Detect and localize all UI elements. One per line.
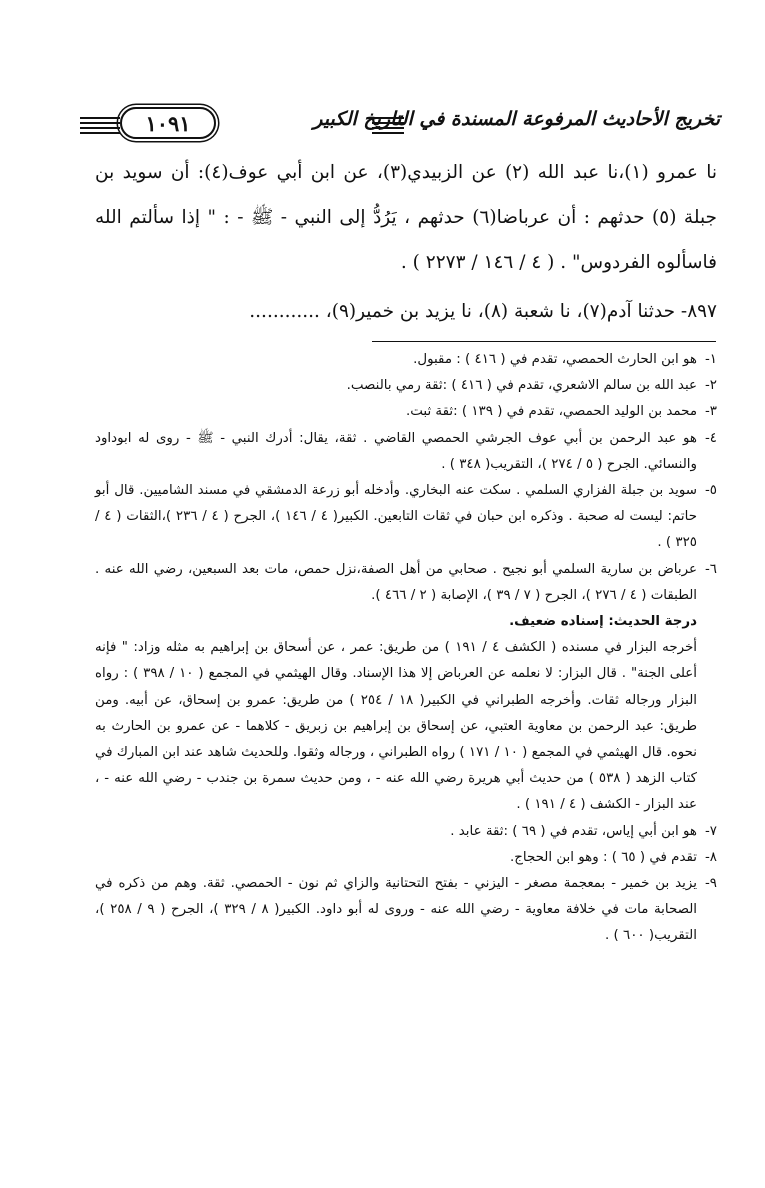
main-text — [95, 150, 717, 334]
footnote-number: ٥- — [704, 483, 717, 499]
footnote-separator — [372, 341, 716, 342]
footnote — [95, 347, 717, 373]
footnote — [95, 871, 717, 950]
footnotes — [95, 347, 717, 950]
footnote — [95, 373, 717, 399]
footnote-number: ١- — [704, 352, 717, 367]
hadith-text: نا عمرو (١)،نا عبد الله (٢) عن الزبيدي(٣)، عن ابن أبي عوف(٤): أن سويد بن جبلة (٥) حدثهم : أن عرباضا(٦) حدثهم ، يَرُدُّ إلى النبي - ﷺ - : " إذا سألتم الله فاسألوه الفردوس" . ( ٤ / ١٤٦ / ٢٢٧٣ ) . — [95, 162, 718, 273]
footnote-text: هو ابن الحارث الحمصي، تقدم في ( ٤١٦ ) : مقبول. — [413, 352, 697, 367]
hadith-grade: درجة الحديث: إسناده ضعيف. — [509, 614, 697, 630]
footnote — [95, 845, 717, 871]
footnote-text: تقدم في ( ٦٥ ) : وهو ابن الحجاج. — [510, 849, 697, 865]
page-number-frame — [120, 107, 216, 139]
header-rule-long — [80, 104, 120, 144]
footnote-text: يزيد بن خمير - بمعجمة مصغر - اليزني - بفتح التحتانية والزاي ثم نون - الحمصي. ثقة. وهم من ذكره في الصحابة مات في خلافة معاوية - رضي الله عنه - وروى له أبو داود. الكبير( ٨ / ٣٢٩ )، الجرح ( ٩ / ٢٥٨ )، التقريب( ٦٠٠ ) . — [95, 876, 697, 944]
footnote — [95, 478, 717, 557]
takhrij-paragraph: أخرجه البزار في مسنده ( الكشف ٤ / ١٩١ ) من طريق: عمر ، عن أسحاق بن إبراهيم به مثله وزاد: " فإنه أعلى الجنة" . قال البزار: لا نعلمه عن العرباض إلا هذا الإسناد. وقال الهيثمي في المجمع ( ١٠ / ٣٩٨ ) : رواه البزار ورجاله ثقات. وأخرجه الطبراني في الكبير( ١٨ / ٢٥٤ ) من طريق: عمرو بن إسحاق، عن أبيه. ومن طريق: عبد الرحمن بن معاوية العتبي، عن إسحاق بن إبراهيم بن زبريق - كلاهما - عن عمرو بن الحارث به نحوه. قال الهيثمي في المجمع ( ١٠ / ١٧١ ) رواه الطبراني ، ورجاله وثقوا. وللحديث شاهد عند ابن المبارك في كتاب الزهد ( ٥٣٨ ) من حديث أبي هريرة رضي الله عنه - ، ومن حديث سمرة بن جندب - رضي الله عنه - ، عند البزار - الكشف ( ٤ / ١٩١ ) . — [95, 640, 698, 813]
footnote-text: محمد بن الوليد الحمصي، تقدم في ( ١٣٩ ) :ثقة ثبت. — [406, 404, 697, 420]
footnote-number: ٨- — [704, 849, 717, 865]
footnote-number: ٢- — [704, 378, 717, 394]
hadith-897-isnad: ٨٩٧- حدثنا آدم(٧)، نا شعبة (٨)، نا يزيد بن خمير(٩)، ............ — [249, 301, 717, 322]
footnote — [95, 426, 717, 478]
footnote-number: ٧- — [704, 823, 717, 839]
footnote-text: هو ابن أبي إياس، تقدم في ( ٦٩ ) :ثقة عابد . — [450, 823, 697, 839]
footnote-text: عبد الله بن سالم الاشعري، تقدم في ( ٤١٦ ) :ثقة رمي بالنصب. — [346, 378, 697, 394]
footnote-number: ٦- — [704, 561, 717, 577]
footnote — [95, 399, 717, 425]
footnote-number: ٣- — [704, 404, 717, 420]
footnote-text: عرباض بن سارية السلمي أبو نجيح . صحابي من أهل الصفة،نزل حمص، مات بعد السبعين، رضي الله عنه . الطبقات ( ٤ / ٢٧٦ )، الجرح ( ٧ / ٣٩ )، الإصابة ( ٢ / ٤٦٦ ). — [95, 561, 697, 603]
footnote-text: سويد بن جبلة الفزاري السلمي . سكت عنه البخاري. وأدخله أبو زرعة الدمشقي في مسند الشاميين. قال أبو حاتم: ليست له صحبة . وذكره ابن حبان في ثقات التابعين. الكبير( ٤ / ١٤٦ )، الجرح ( ٤ / ٢٣٦ )،الثقات ( ٤ / ٣٢٥ ) . — [95, 483, 697, 551]
footnote-number: ٤- — [704, 430, 717, 446]
footnote-text: هو عبد الرحمن بن أبي عوف الجرشي الحمصي القاضي . ثقة، يقال: أدرك النبي - ﷺ - روى له ابوداود والنسائي. الجرح ( ٥ / ٢٧٤ )، التقريب( ٣٤٨ ) . — [95, 430, 697, 472]
page-number: ١٠٩١ — [145, 110, 191, 136]
footnote-number: ٩- — [704, 876, 717, 892]
running-title: تخريج الأحاديث المرفوعة المسندة في التاريخ الكبير — [313, 108, 720, 130]
footnote — [95, 819, 717, 845]
footnote — [95, 557, 717, 609]
page-header — [80, 104, 720, 144]
header-rule-short — [372, 104, 404, 144]
